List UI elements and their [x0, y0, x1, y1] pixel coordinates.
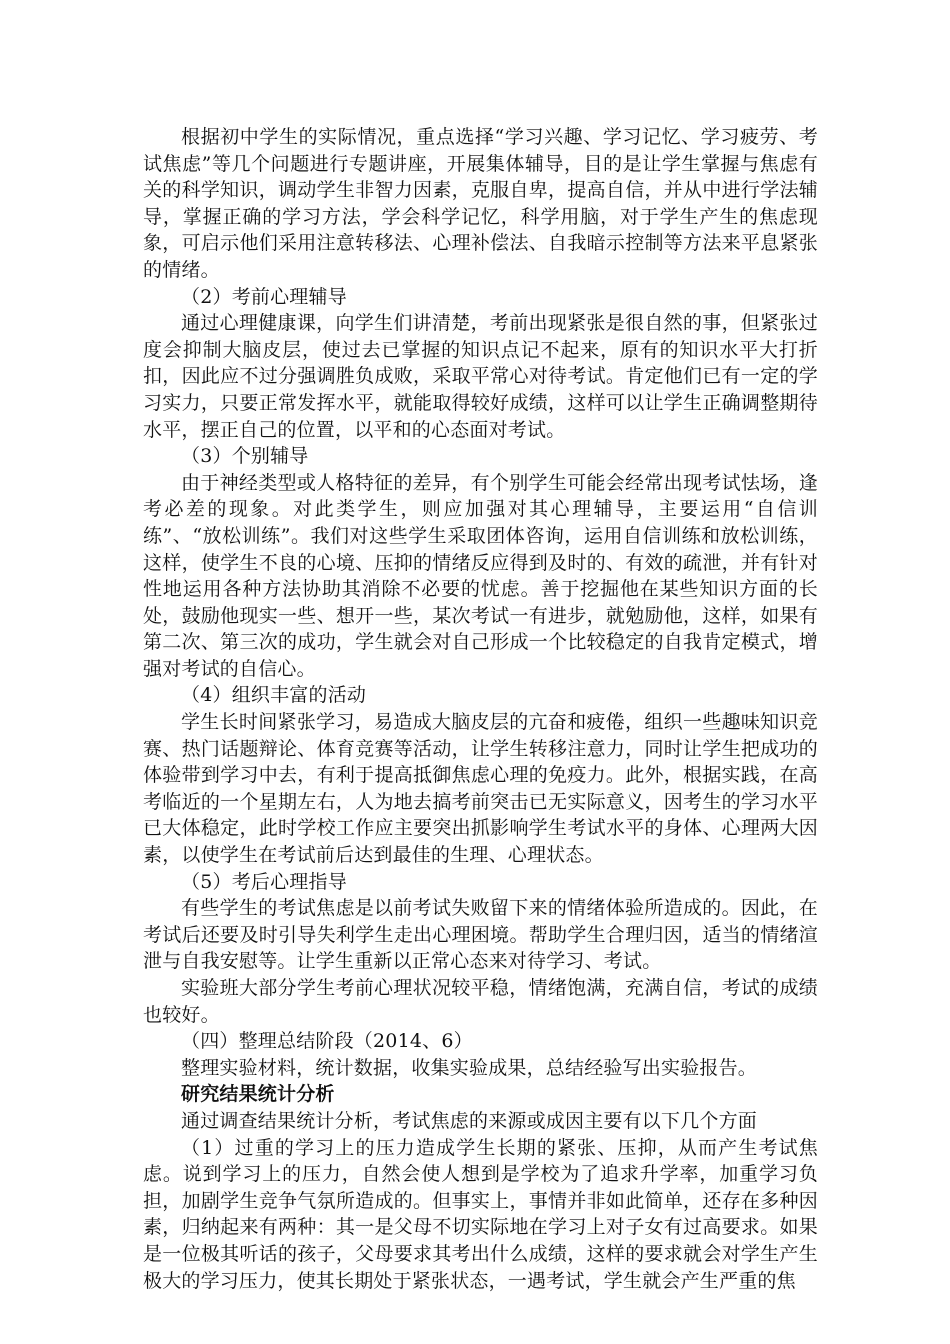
paragraph: 通过调查结果统计分析，考试焦虑的来源或成因主要有以下几个方面: [181, 1109, 758, 1132]
paragraph: 整理实验材料，统计数据，收集实验成果，总结经验写出实验报告。: [181, 1056, 758, 1079]
paragraph: （1）过重的学习上的压力造成学生长期的紧张、压抑，从而产生考试焦虑。说到学习上的压力，自然会使人想到是学校为了追求升学率，加重学习负担，加剧学生竞争气氛所造成的。但事实上，事情并非如此简单，还存在多种因素，归纳起来有两种：其一是父母不切实际地在学习上对子女有过高要求。如果是一位极其听话的孩子，父母要求其考出什么成绩，这样的要求就会对学生产生极大的学习压力，使其长期处于紧张状态，一遇考试，学生就会产生严重的焦: [143, 1136, 818, 1292]
section-heading: （四）整理总结阶段（2014、6）: [181, 1030, 473, 1053]
section-heading: （3）个别辅导: [181, 445, 309, 468]
paragraph: 实验班大部分学生考前心理状况较平稳，情绪饱满，充满自信，考试的成绩也较好。: [143, 977, 818, 1026]
paragraph: 有些学生的考试焦虑是以前考试失败留下来的情绪体验所造成的。因此，在考试后还要及时引导失利学生走出心理困境。帮助学生合理归因，适当的情绪渲泄与自我安慰等。让学生重新以正常心态来对待学习、考试。: [143, 897, 818, 973]
section-heading: （4）组织丰富的活动: [181, 684, 367, 707]
document-page: [143, 124, 818, 1294]
paragraph: 学生长时间紧张学习，易造成大脑皮层的亢奋和疲倦，组织一些趣味知识竞赛、热门话题辩论、体育竞赛等活动，让学生转移注意力，同时让学生把成功的体验带到学习中去，有利于提高抵御焦虑心理的免疫力。此外，根据实践，在高考临近的一个星期左右，人为地去搞考前突击已无实际意义，因考生的学习水平已大体稳定，此时学校工作应主要突出抓影响学生考试水平的身体、心理两大因素，以使学生在考试前后达到最佳的生理、心理状态。: [143, 711, 818, 867]
paragraph: 通过心理健康课，向学生们讲清楚，考前出现紧张是很自然的事，但紧张过度会抑制大脑皮层，使过去已掌握的知识点记不起来，原有的知识水平大打折扣，因此应不过分强调胜负成败，采取平常心对待考试。肯定他们已有一定的学习实力，只要正常发挥水平，就能取得较好成绩，这样可以让学生正确调整期待水平，摆正自己的位置，以平和的心态面对考试。: [143, 312, 818, 441]
section-heading: （5）考后心理指导: [181, 870, 347, 893]
bold-heading: 研究结果统计分析: [181, 1083, 335, 1106]
paragraph: 由于神经类型或人格特征的差异，有个别学生可能会经常出现考试怯场，逢考必差的现象。对此类学生，则应加强对其心理辅导，主要运用“自信训练”、“放松训练”。我们对这些学生采取团体咨询，运用自信训练和放松训练，这样，使学生不良的心境、压抑的情绪反应得到及时的、有效的疏泄，并有针对性地运用各种方法协助其消除不必要的忧虑。善于挖掘他在某些知识方面的长处，鼓励他现实一些、想开一些，某次考试一有进步，就勉励他，这样，如果有第二次、第三次的成功，学生就会对自己形成一个比较稳定的自我肯定模式，增强对考试的自信心。: [143, 471, 818, 680]
paragraph: 根据初中学生的实际情况，重点选择“学习兴趣、学习记忆、学习疲劳、考试焦虑”等几个问题进行专题讲座，开展集体辅导，目的是让学生掌握与焦虑有关的科学知识，调动学生非智力因素，克服自卑，提高自信，并从中进行学法辅导，掌握正确的学习方法，学会科学记忆，科学用脑，对于学生产生的焦虑现象，可启示他们采用注意转移法、心理补偿法、自我暗示控制等方法来平息紧张的情绪。: [143, 126, 818, 281]
section-heading: （2）考前心理辅导: [181, 285, 347, 308]
